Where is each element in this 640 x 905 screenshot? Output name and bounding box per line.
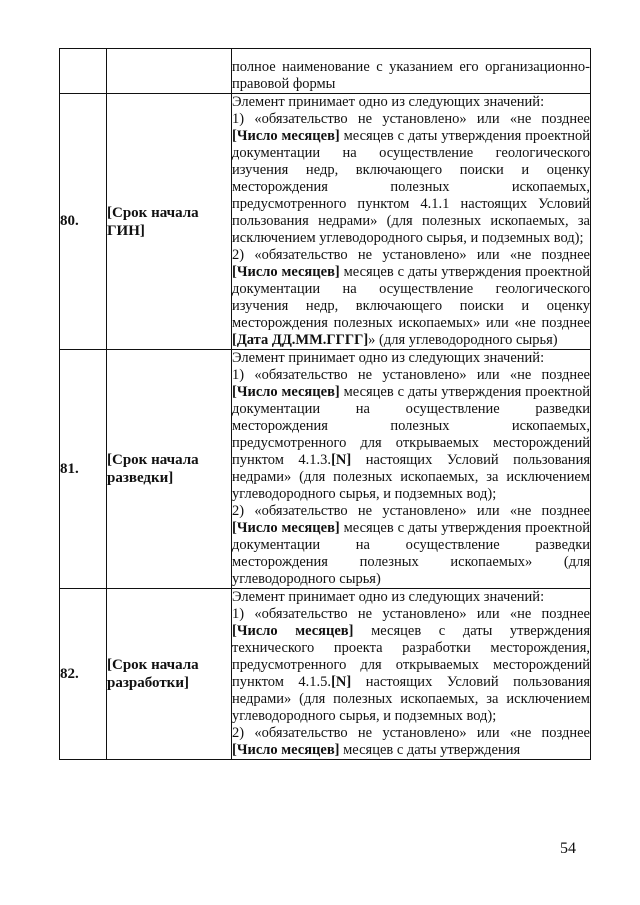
- element-name: [Срок начала разработки]: [107, 589, 232, 760]
- name-cell: [107, 49, 232, 94]
- description-option-1: 1) «обязательство не установлено» или «не позднее [Число месяцев] месяцев с даты утверждения проектной документации на осуществление разведки месторождения полезных ископаемых, предусмотренного для открываемых месторождений пунктом 4.1.3.[N] настоящих Условий пользования недрами» (для полезных ископаемых, за исключением углеводородного сырья, и подземных вод);: [232, 367, 590, 502]
- description-option-2: 2) «обязательство не установлено» или «не позднее [Число месяцев] месяцев с даты утверждения проектной документации на осуществление геологического изучения недр, включающего поиски и оценку месторождения полезных ископаемых» или «не позднее [Дата ДД.ММ.ГГГГ]» (для углеводородного сырья): [232, 247, 590, 348]
- description-text: полное наименование с указанием его организационно-правовой формы: [232, 59, 590, 92]
- description-option-1: 1) «обязательство не установлено» или «не позднее [Число месяцев] месяцев с даты утверждения проектной документации на осуществление геологического изучения недр, включающего поиски и оценку месторождения полезных ископаемых, предусмотренного пунктом 4.1.1 настоящих Условий пользования недрами» (для полезных ископаемых, за исключением углеводородного сырья, и подземных вод);: [232, 111, 590, 246]
- page-number: 54: [560, 840, 576, 857]
- element-name: [Срок начала разведки]: [107, 350, 232, 589]
- description-cell: [232, 350, 591, 589]
- description-intro: Элемент принимает одно из следующих значений:: [232, 94, 545, 110]
- table-row: [60, 94, 591, 350]
- description-cell: [232, 589, 591, 760]
- description-intro: Элемент принимает одно из следующих значений:: [232, 350, 545, 366]
- row-number: 81.: [60, 350, 107, 589]
- description-cell: [232, 49, 591, 94]
- description-intro: Элемент принимает одно из следующих значений:: [232, 589, 545, 605]
- description-option-2: 2) «обязательство не установлено» или «не позднее [Число месяцев] месяцев с даты утверждения: [232, 725, 590, 758]
- row-number: 82.: [60, 589, 107, 760]
- requirements-table: [59, 48, 591, 760]
- number-cell: [60, 49, 107, 94]
- table-row: [60, 49, 591, 94]
- description-cell: [232, 94, 591, 350]
- element-name: [Срок начала ГИН]: [107, 94, 232, 350]
- table-row: [60, 589, 591, 760]
- table-row: [60, 350, 591, 589]
- description-option-2: 2) «обязательство не установлено» или «не позднее [Число месяцев] месяцев с даты утверждения проектной документации на осуществление разведки месторождения полезных ископаемых» (для углеводородного сырья): [232, 503, 590, 587]
- row-number: 80.: [60, 94, 107, 350]
- description-option-1: 1) «обязательство не установлено» или «не позднее [Число месяцев] месяцев с даты утверждения технического проекта разработки месторождения, предусмотренного для открываемых месторождений пунктом 4.1.5.[N] настоящих Условий пользования недрами» (для полезных ископаемых, за исключением углеводородного сырья, и подземных вод);: [232, 606, 590, 724]
